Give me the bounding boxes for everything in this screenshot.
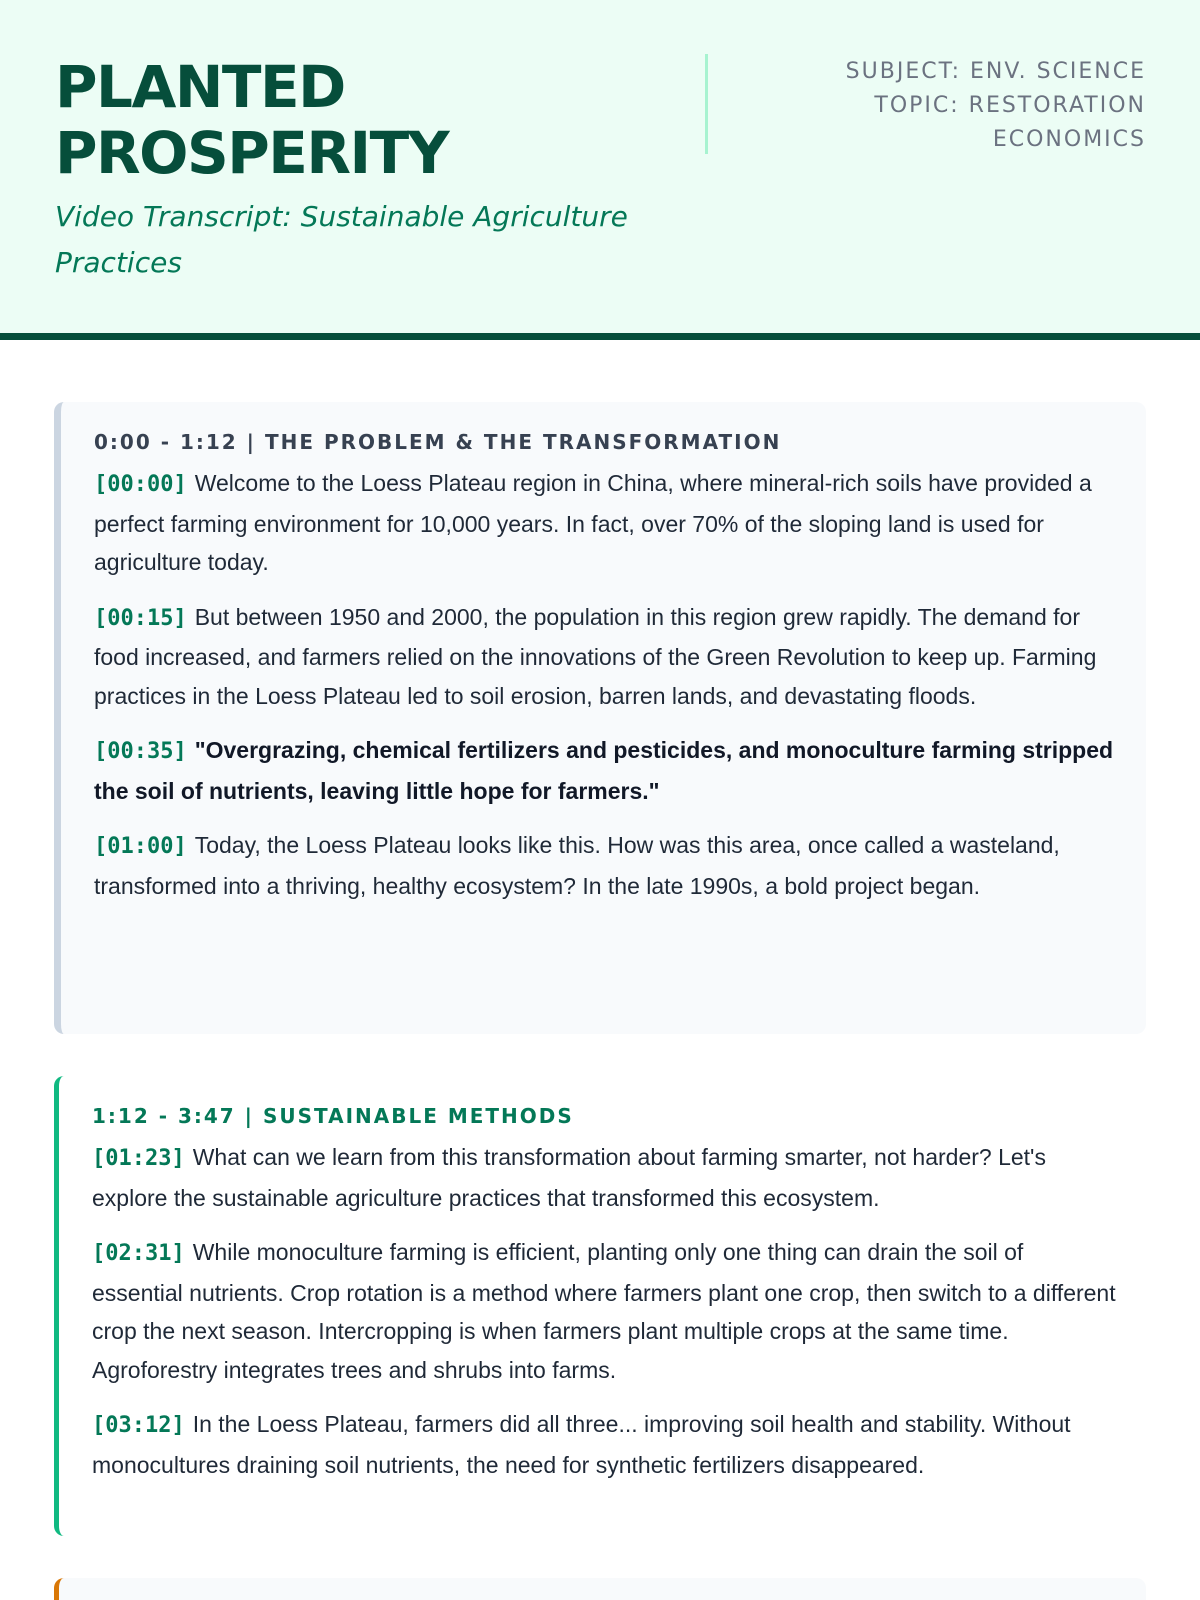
page-header: [0, 0, 1200, 340]
entry-text: In the Loess Plateau, farmers did all three... improving soil health and stability. Without monocultures draining soil nutrients, the need for synthetic fertilizers disappeared.: [92, 1411, 1071, 1478]
subject-label: SUBJECT: ENV. SCIENCE: [845, 59, 1146, 84]
transcript-section-next: [54, 1578, 1146, 1600]
entry-text: While monoculture farming is efficient, planting only one thing can drain the soil of essential nutrients. Crop rotation is a method where farmers plant one crop, then switch to a different crop the next season. Intercropping is when farmers plant multiple crops at the same time. Agroforestry integrates trees and shrubs into farms.: [92, 1239, 1116, 1383]
entry-text: "Overgrazing, chemical fertilizers and pesticides, and monoculture farming stripped the soil of nutrients, leaving little hope for farmers.": [94, 737, 1114, 804]
timestamp: [00:15]: [94, 605, 187, 631]
entry-text: But between 1950 and 2000, the population in this region grew rapidly. The demand for food increased, and farmers relied on the innovations of the Green Revolution to keep up. Farming practices in the Loess Plateau led to soil erosion, barren lands, and devastating floods.: [94, 603, 1097, 709]
header-meta: [746, 55, 1146, 157]
timestamp: [00:00]: [94, 472, 187, 497]
timestamp: [02:31]: [92, 1241, 185, 1266]
transcript-entry: [92, 1138, 1118, 1217]
transcript-entry: [94, 598, 1118, 716]
transcript-entry: [94, 826, 1118, 905]
entry-text: Welcome to the Loess Plateau region in China, where mineral-rich soils have provided a perfect farming environment for 10,000 years. In fact, over 70% of the sloping land is used for agriculture today.: [94, 470, 1092, 575]
section-heading: 0:00 - 1:12 | THE PROBLEM & THE TRANSFORMATION: [94, 430, 782, 454]
transcript-entry: [92, 1405, 1118, 1484]
transcript-entry: [92, 1233, 1118, 1389]
entry-text: What can we learn from this transformation about farming smarter, not harder? Let's explore the sustainable agriculture practices that transformed this ecosystem.: [92, 1144, 1046, 1211]
timestamp: [00:35]: [94, 739, 187, 764]
page-title: PLANTED PROSPERITY: [55, 53, 449, 187]
section-heading: 1:12 - 3:47 | SUSTAINABLE METHODS: [92, 1104, 574, 1128]
page-subtitle: Video Transcript: Sustainable Agriculture Practices: [55, 200, 628, 279]
transcript-quote: [94, 731, 1118, 810]
entry-text: Today, the Loess Plateau looks like this. How was this area, once called a wasteland, transformed into a thriving, healthy ecosystem? In the late 1990s, a bold project began.: [94, 832, 1060, 899]
header-divider: [705, 54, 708, 154]
timestamp: [01:23]: [92, 1146, 185, 1171]
timestamp: [03:12]: [92, 1413, 185, 1438]
topic-label: TOPIC: RESTORATION ECONOMICS: [874, 93, 1146, 152]
transcript-section-methods: [54, 1076, 1146, 1536]
transcript-entry: [94, 464, 1118, 582]
timestamp: [01:00]: [94, 834, 187, 859]
transcript-section-problem: [54, 402, 1146, 1034]
